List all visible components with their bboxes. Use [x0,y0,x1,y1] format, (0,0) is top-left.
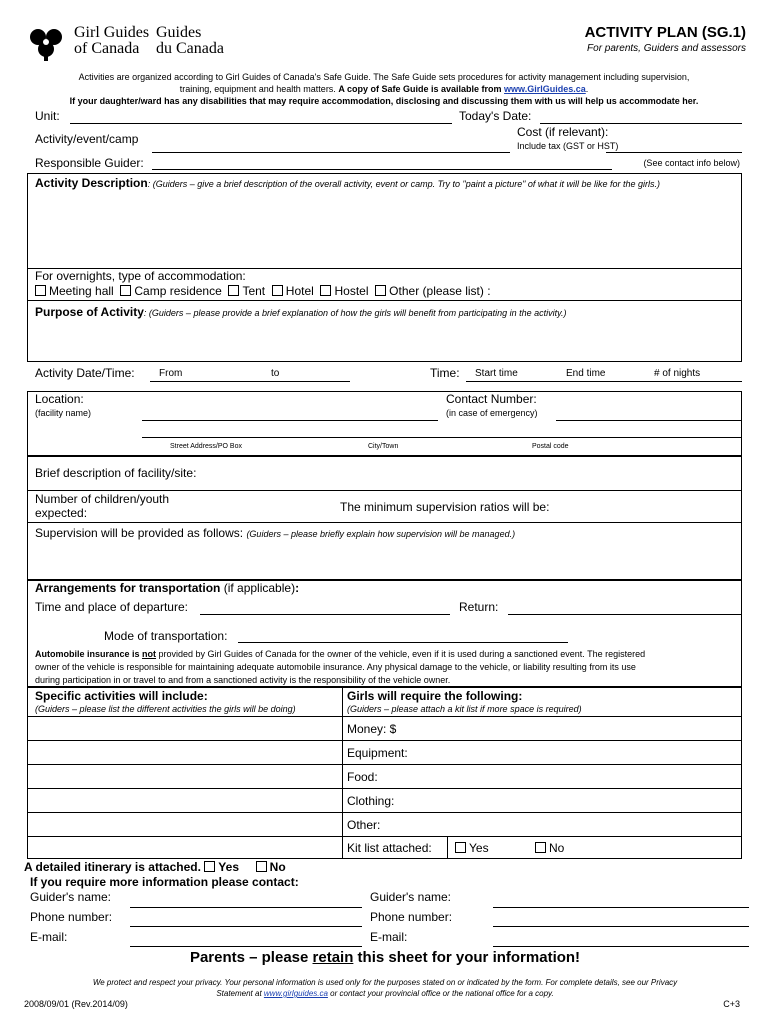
purpose-label: Purpose of Activity: (Guiders – please provide a brief explanation of how the girls will benefit from participating in the activity.) [35,305,567,319]
guider-name-field-1[interactable] [130,907,362,908]
email-label-1: E-mail: [30,930,68,944]
specific-activities-hint: (Guiders – please list the different activities the girls will be doing) [35,704,296,714]
contact-number-label: Contact Number: [446,392,537,406]
page-subtitle: For parents, Guiders and assessors [587,43,746,54]
from-label: From [159,368,183,379]
other-label: Other: [347,818,381,832]
guider-name-label-2: Guider's name: [370,890,451,904]
nights-label: # of nights [654,368,701,379]
todays-date-label: Today's Date: [459,109,532,123]
phone-label-2: Phone number: [370,910,453,924]
activity-description-label: Activity Description: (Guiders – give a brief description of the overall activity, event or camp. Try to "paint a picture" of what it will be like for the girls.) [35,176,660,190]
divider [447,836,448,859]
equipment-label: Equipment: [347,746,408,760]
unit-field[interactable] [70,123,452,124]
children-expected-field[interactable] [95,505,325,521]
time-label: Time: [430,366,460,380]
form-code: C+3 [723,999,740,1009]
email-field-1[interactable] [130,946,362,947]
contact-number-field[interactable] [556,420,742,421]
to-label: to [271,368,280,379]
transport-label: Arrangements for transportation (if applicable): [35,581,300,595]
start-time-label: Start time [475,368,518,379]
email-field-2[interactable] [493,946,749,947]
food-label: Food: [347,770,378,784]
responsible-guider-field[interactable] [152,169,612,170]
responsible-guider-label: Responsible Guider: [35,156,144,170]
facility-description-label: Brief description of facility/site: [35,466,197,480]
money-label: Money: $ [347,722,397,736]
mode-label: Mode of transportation: [104,629,228,643]
divider [27,522,742,523]
specific-activities-field[interactable] [28,717,341,858]
intro-text: Activities are organized according to Girl Guides of Canada's Safe Guide. The Safe Guide sets procedures for activity management including supervision, training, equipment and health matters. A copy of Safe Guide is available from www.GirlGuides.ca. If your daughter/ward has any disabilities that may require accommodation, disclosing and discussing them with us will help us accommodate her. [69,72,699,106]
street-address-label: Street Address/PO Box [170,443,242,450]
hotel-checkbox[interactable]: Hotel [272,284,314,298]
departure-field[interactable] [200,614,450,615]
email-label-2: E-mail: [370,930,408,944]
return-label: Return: [459,600,499,614]
cost-field[interactable] [606,152,742,153]
facility-description-field[interactable] [240,462,740,488]
end-time-label: End time [566,368,606,379]
postal-code-label: Postal code [532,443,569,450]
divider [27,490,742,491]
specific-activities-title: Specific activities will include: [35,689,208,703]
logo-text-fr: Guides du Canada [156,24,224,57]
activity-date-label: Activity Date/Time: [35,366,135,380]
girls-require-hint: (Guiders – please attach a kit list if more space is required) [347,704,582,714]
address-field[interactable] [142,437,742,438]
divider [27,300,742,301]
itinerary-no-checkbox[interactable]: No [256,860,286,874]
itinerary-label: A detailed itinerary is attached. Yes No [24,860,286,874]
retain-notice: Parents – please retain this sheet for your information! [189,949,581,966]
phone-label-1: Phone number: [30,910,113,924]
date-field[interactable] [150,381,350,382]
include-tax-note: Include tax (GST or HST) [517,141,619,151]
itinerary-yes-checkbox[interactable]: Yes [204,860,239,874]
guider-name-field-2[interactable] [493,907,749,908]
clothing-label: Clothing: [347,794,395,808]
revision-date: 2008/09/01 (Rev.2014/09) [24,999,128,1009]
accommodation-options [35,284,491,298]
accommodation-label: For overnights, type of accommodation: [35,269,246,283]
phone-field-1[interactable] [130,926,362,927]
hostel-checkbox[interactable]: Hostel [320,284,368,298]
trefoil-logo-icon [26,22,66,62]
supervision-provided-label: Supervision will be provided as follows: (Guiders – please briefly explain how supervision will be managed.) [35,526,516,540]
camp-residence-checkbox[interactable]: Camp residence [120,284,221,298]
children-expected-label: Number of children/youth expected: [35,492,170,520]
divider [342,687,343,859]
mode-field[interactable] [238,642,568,643]
privacy-link[interactable]: www.girlguides.ca [263,989,328,998]
meeting-hall-checkbox[interactable]: Meeting hall [35,284,114,298]
unit-label: Unit: [35,109,60,123]
return-field[interactable] [508,614,742,615]
logo-text-en: Girl Guides of Canada [74,24,150,57]
girls-require-title: Girls will require the following: [347,689,523,703]
location-label: Location: [35,392,84,406]
cost-label: Cost (if relevant): [517,125,609,139]
supervision-provided-field[interactable] [28,542,741,579]
facility-name-field[interactable] [142,420,438,421]
privacy-notice: We protect and respect your privacy. Your personal information is used only for the purposes stated on or indicated by the form. For complete details, see our Privacy Statement at www.girlguides.ca or contact your provincial office or the national office for a copy. [92,978,678,998]
purpose-field[interactable] [28,321,741,361]
see-contact-note: (See contact info below) [643,158,740,168]
more-info-label: If you require more information please contact: [30,875,299,889]
phone-field-2[interactable] [493,926,749,927]
other-checkbox[interactable]: Other (please list) : [375,284,490,298]
activity-event-camp-label: Activity/event/camp [35,132,139,146]
supervision-ratios-field[interactable] [563,496,739,518]
emergency-label: (in case of emergency) [446,408,538,418]
kit-list-label: Kit list attached: [347,841,432,855]
departure-label: Time and place of departure: [35,600,188,614]
safe-guide-link[interactable]: www.GirlGuides.ca [504,84,586,94]
facility-name-label: (facility name) [35,408,92,418]
kit-list-no-checkbox[interactable]: No [535,841,564,855]
page-title: ACTIVITY PLAN (SG.1) [584,24,746,41]
activity-event-camp-field[interactable] [152,152,510,153]
activity-description-field[interactable] [28,192,741,268]
tent-checkbox[interactable]: Tent [228,284,265,298]
time-field[interactable] [466,381,742,382]
guider-name-label-1: Guider's name: [30,890,111,904]
todays-date-field[interactable] [540,123,742,124]
insurance-notice: Automobile insurance is not provided by Girl Guides of Canada for the owner of the vehicle, even if it is used during a sanctioned event. The registered owner of the vehicle is responsible for maintaining adequate automobile insurance. Any physical damage to the vehicle, or liability resulting from its use during participation in or travel to and from a sanctioned activity is the responsibility of the vehicle owner. [35,649,646,685]
supervision-ratios-label: The minimum supervision ratios will be: [340,500,550,514]
city-label: City/Town [368,443,399,450]
kit-list-yes-checkbox[interactable]: Yes [455,841,489,855]
